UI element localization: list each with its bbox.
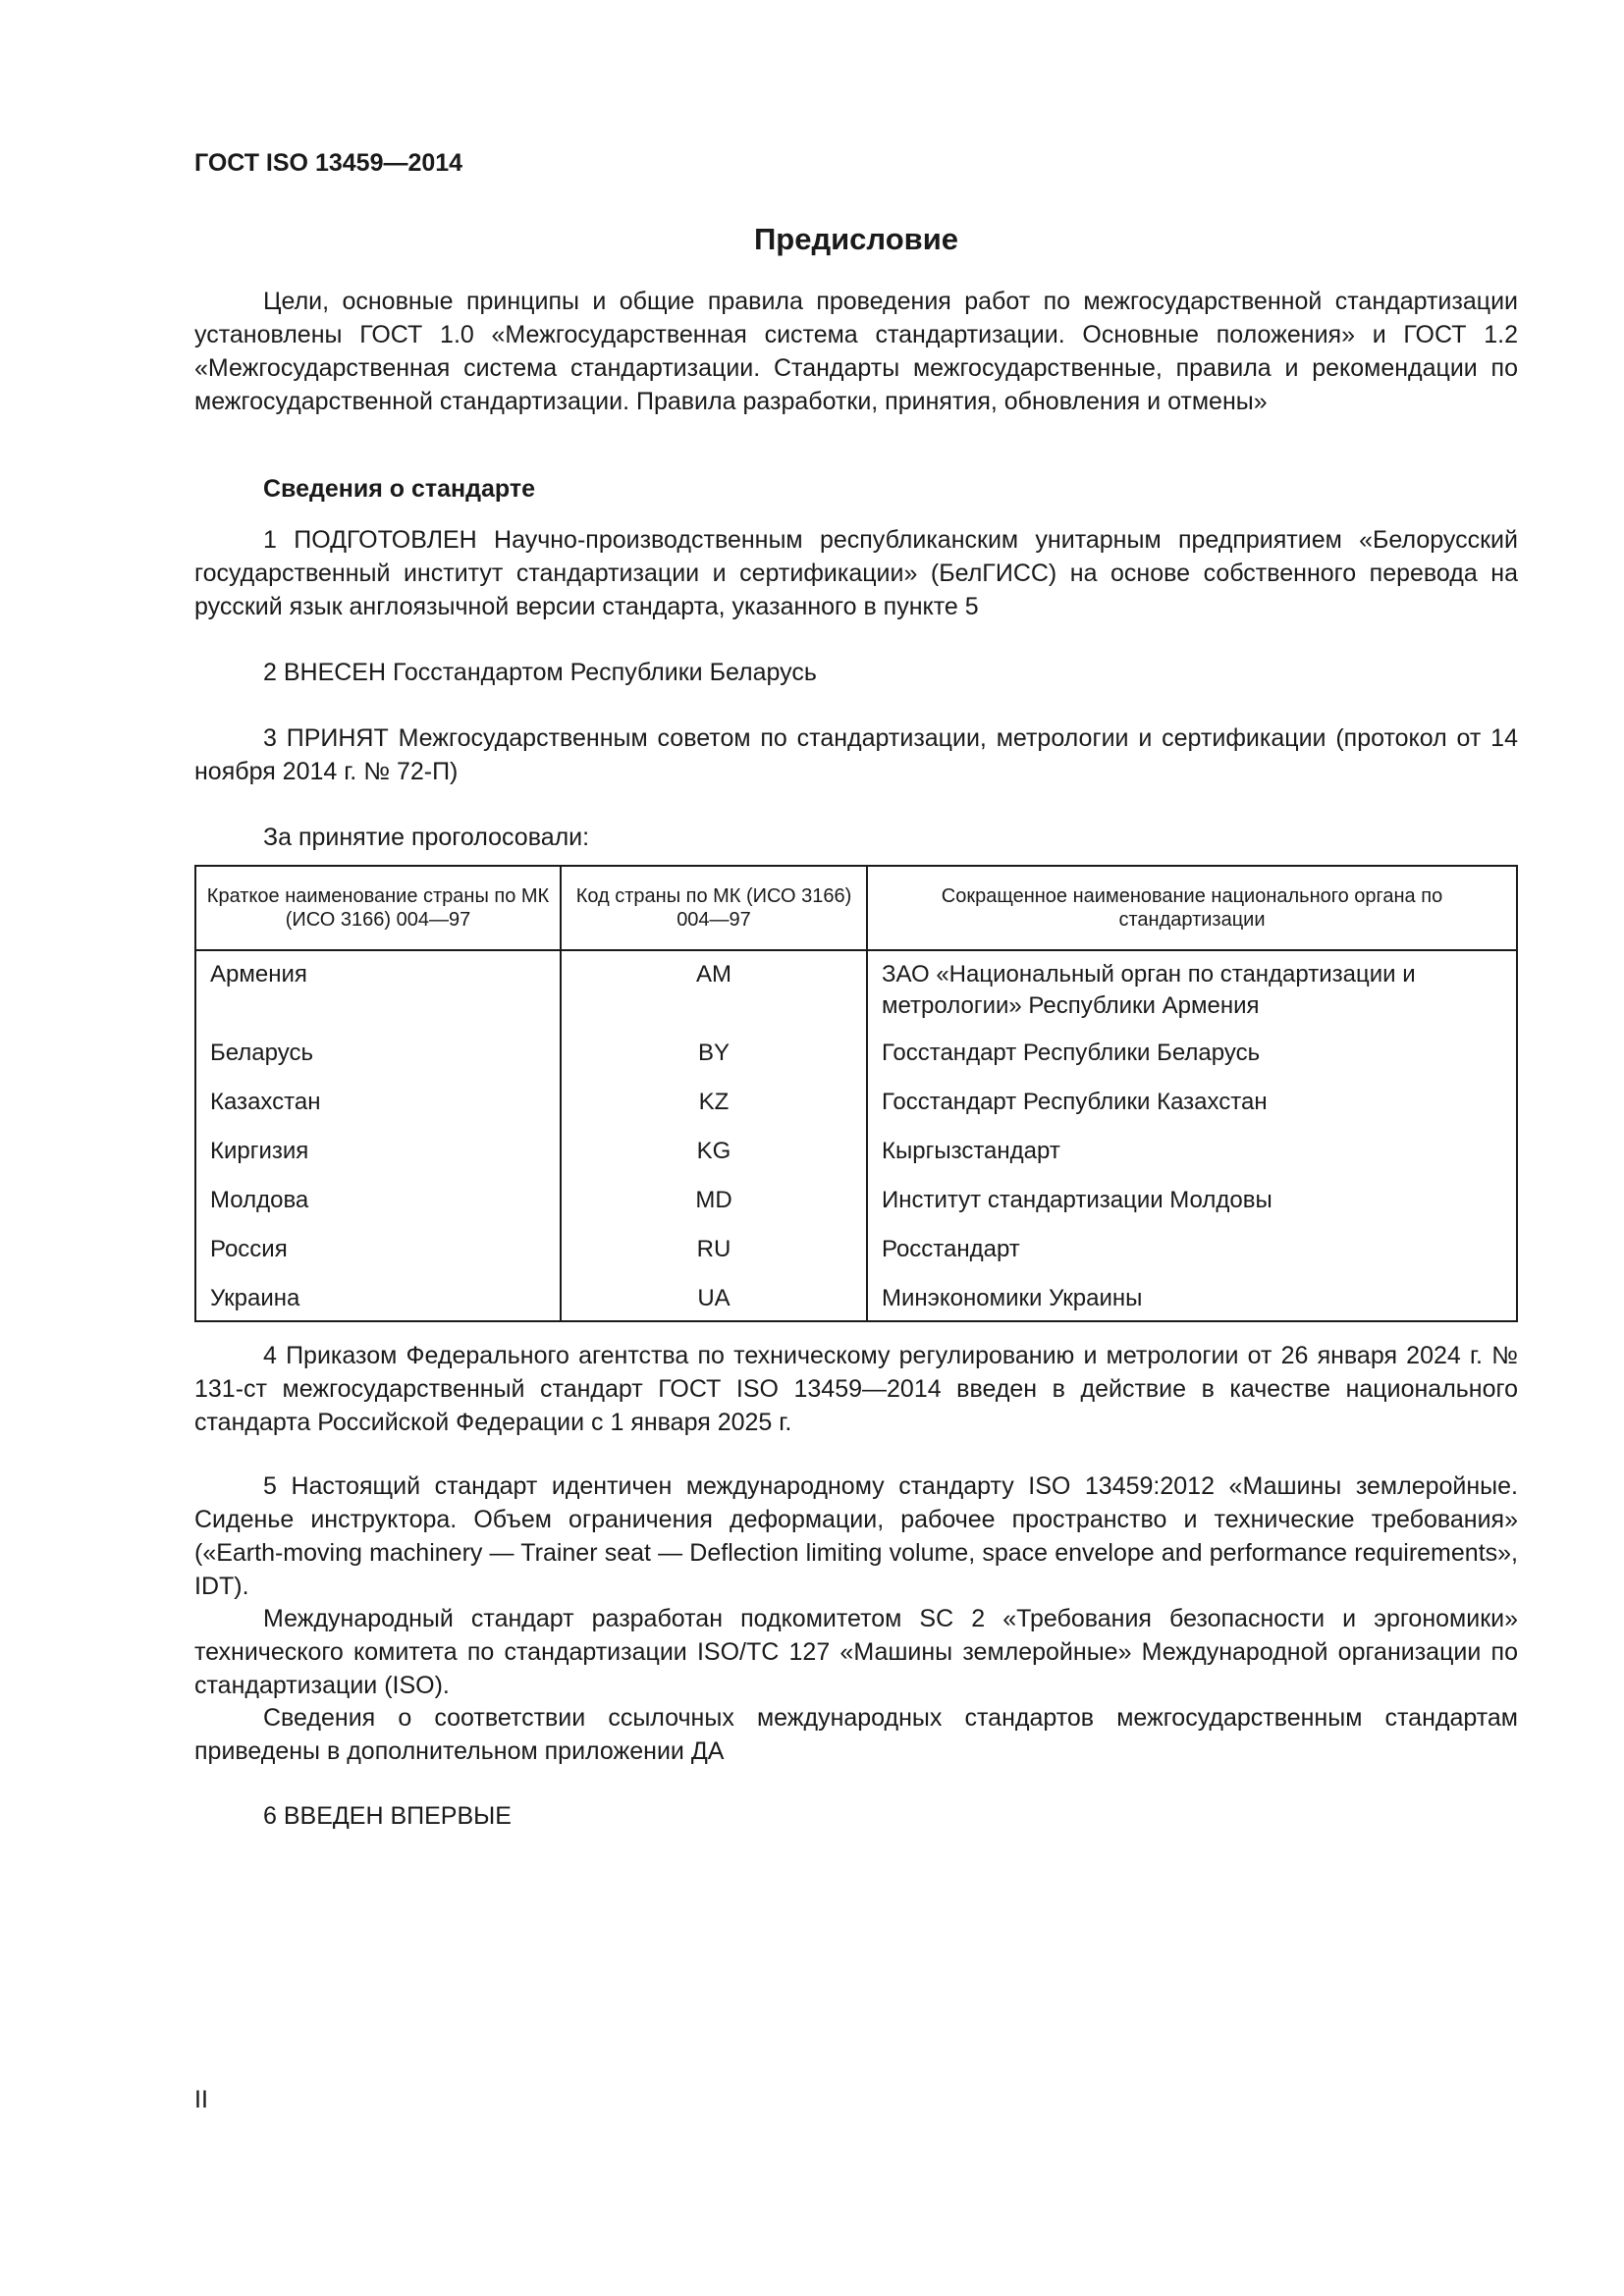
col-header-country: Краткое наименование страны по МК (ИСО 3166) 004—97: [195, 866, 561, 950]
page-number: II: [194, 2086, 208, 2113]
country-cell: Армения: [195, 950, 561, 1038]
code-cell: KG: [561, 1136, 867, 1185]
body-cell: Кыргызстандарт: [867, 1136, 1517, 1185]
table-row: [195, 1136, 1517, 1185]
item-5-identical: 5 Настоящий стандарт идентичен международному стандарту ISO 13459:2012 «Машины землеройные. Сиденье инструктора. Объем ограничения деформации, рабочее пространство и технические требования» («Earth-moving machinery — Trainer seat — Deflection limiting volume, space envelope and performance requirements», IDT).: [194, 1472, 1518, 1600]
country-cell: Киргизия: [195, 1136, 561, 1185]
item-4-enacted: 4 Приказом Федерального агентства по техническому регулированию и метрологии от 26 января 2024 г. № 131-ст межгосударственный стандарт ГОСТ ISO 13459—2014 введен в действие в качестве национального стандарта Российской Федерации с 1 января 2025 г.: [194, 1342, 1518, 1436]
standard-info-heading: Сведения о стандарте: [263, 475, 536, 503]
item-1-prepared: 1 ПОДГОТОВЛЕН Научно-производственным республиканским унитарным предприятием «Белорусский государственный институт стандартизации и сертификации» (БелГИСС) на основе собственного перевода на русский язык англоязычной версии стандарта, указанного в пункте 5: [194, 526, 1518, 620]
country-cell: Украина: [195, 1283, 561, 1321]
table-header-row: [195, 866, 1517, 950]
item-5-developer: Международный стандарт разработан подкомитетом SC 2 «Требования безопасности и эргономики» технического комитета по стандартизации ISO/TC 127 «Машины землеройные» Международной организации по стандартизации (ISO).: [194, 1605, 1518, 1699]
code-cell: KZ: [561, 1087, 867, 1136]
body-cell: ЗАО «Национальный орган по стандартизации и метрологии» Республики Армения: [867, 950, 1517, 1038]
item-6-introduced: 6 ВВЕДЕН ВПЕРВЫЕ: [263, 1802, 512, 1830]
page-title: Предисловие: [753, 222, 958, 256]
body-cell: Минэкономики Украины: [867, 1283, 1517, 1321]
votes-intro: За принятие проголосовали:: [263, 824, 590, 851]
table-row: [195, 1283, 1517, 1321]
code-cell: BY: [561, 1038, 867, 1087]
document-header: ГОСТ ISO 13459—2014: [194, 149, 463, 177]
body-cell: Госстандарт Республики Казахстан: [867, 1087, 1517, 1136]
country-cell: Россия: [195, 1234, 561, 1283]
table-row: [195, 1234, 1517, 1283]
body-cell: Росстандарт: [867, 1234, 1517, 1283]
country-cell: Молдова: [195, 1185, 561, 1234]
voting-table: [194, 865, 1518, 1322]
table-row: [195, 1087, 1517, 1136]
code-cell: RU: [561, 1234, 867, 1283]
col-header-body: Сокращенное наименование национального органа по стандартизации: [867, 866, 1517, 950]
body-cell: Госстандарт Республики Беларусь: [867, 1038, 1517, 1087]
country-cell: Беларусь: [195, 1038, 561, 1087]
item-2-submitted: 2 ВНЕСЕН Госстандартом Республики Беларусь: [263, 659, 817, 686]
code-cell: UA: [561, 1283, 867, 1321]
table-row: [195, 950, 1517, 1038]
country-cell: Казахстан: [195, 1087, 561, 1136]
code-cell: AM: [561, 950, 867, 1038]
intro-paragraph: Цели, основные принципы и общие правила проведения работ по межгосударственной стандартизации установлены ГОСТ 1.0 «Межгосударственная система стандартизации. Основные положения» и ГОСТ 1.2 «Межгосударственная система стандартизации. Стандарты межгосударственные, правила и рекомендации по межгосударственной стандартизации. Правила разработки, принятия, обновления и отмены»: [194, 288, 1518, 415]
col-header-code: Код страны по МК (ИСО 3166) 004—97: [561, 866, 867, 950]
item-3-adopted: 3 ПРИНЯТ Межгосударственным советом по стандартизации, метрологии и сертификации (протокол от 14 ноября 2014 г. № 72-П): [194, 724, 1518, 785]
code-cell: MD: [561, 1185, 867, 1234]
body-cell: Институт стандартизации Молдовы: [867, 1185, 1517, 1234]
table-row: [195, 1185, 1517, 1234]
item-5-references: Сведения о соответствии ссылочных международных стандартов межгосударственным стандартам приведены в дополнительном приложении ДА: [194, 1704, 1518, 1765]
table-row: [195, 1038, 1517, 1087]
